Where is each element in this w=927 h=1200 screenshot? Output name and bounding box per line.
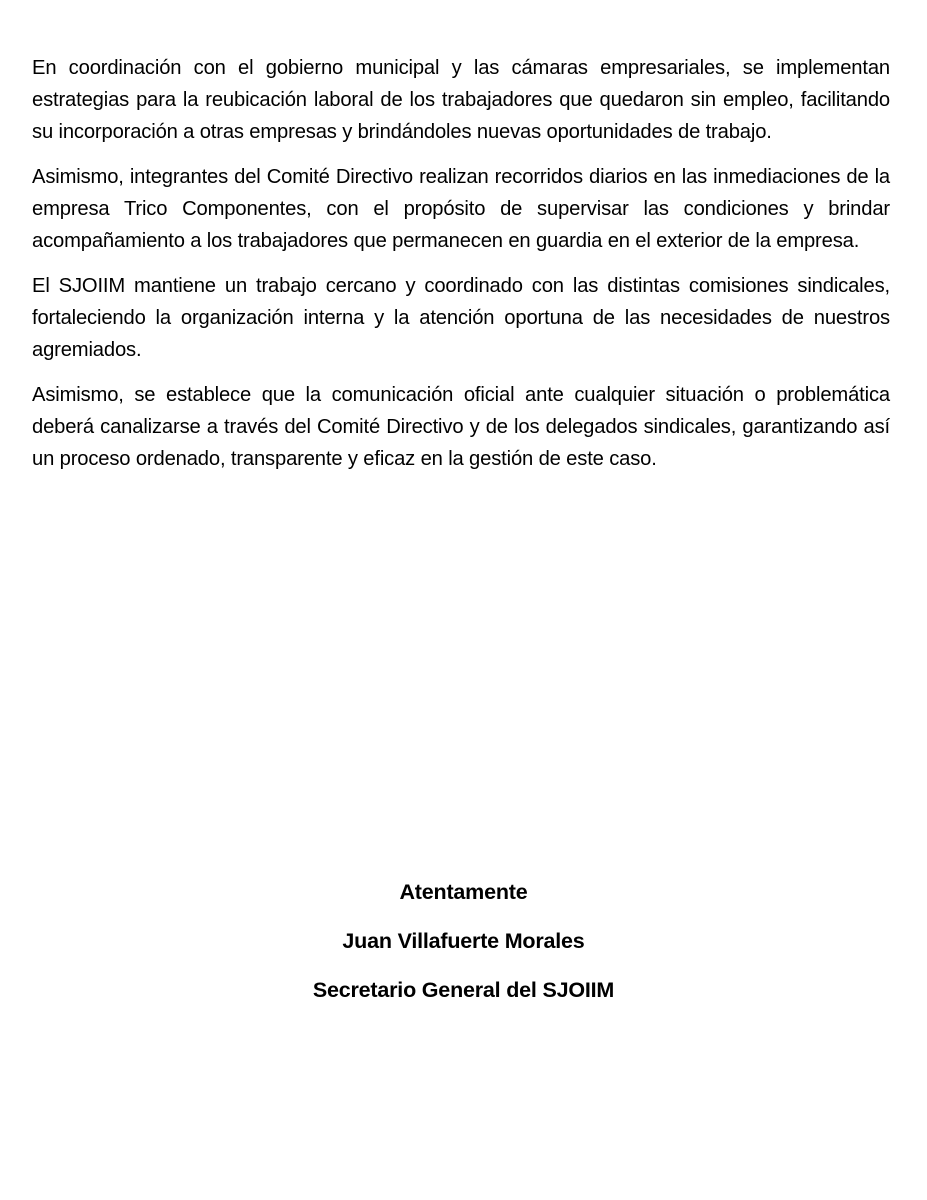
signature-block bbox=[0, 868, 927, 1015]
document-body bbox=[32, 52, 890, 488]
paragraph-comisiones: El SJOIIM mantiene un trabajo cercano y coordinado con las distintas comisiones sindicales, fortaleciendo la organización interna y la atención oportuna de las necesidades de nuestros agremiados. bbox=[32, 275, 890, 361]
signature-name: Juan Villafuerte Morales bbox=[342, 929, 585, 953]
paragraph-reubicacion: En coordinación con el gobierno municipal y las cámaras empresariales, se implementan estrategias para la reubicación laboral de los trabajadores que quedaron sin empleo, facilitando su incorporación a otras empresas y brindándoles nuevas oportunidades de trabajo. bbox=[32, 57, 890, 143]
signature-title: Secretario General del SJOIIM bbox=[312, 978, 615, 1002]
signature-closing: Atentamente bbox=[399, 880, 528, 904]
paragraph-comunicacion: Asimismo, se establece que la comunicación oficial ante cualquier situación o problemática deberá canalizarse a través del Comité Directivo y de los delegados sindicales, garantizando así un proceso ordenado, transparente y eficaz en la gestión de este caso. bbox=[32, 384, 890, 470]
paragraph-recorridos: Asimismo, integrantes del Comité Directivo realizan recorridos diarios en las inmediaciones de la empresa Trico Componentes, con el propósito de supervisar las condiciones y brindar acompañamiento a los trabajadores que permanecen en guardia en el exterior de la empresa. bbox=[32, 166, 890, 252]
